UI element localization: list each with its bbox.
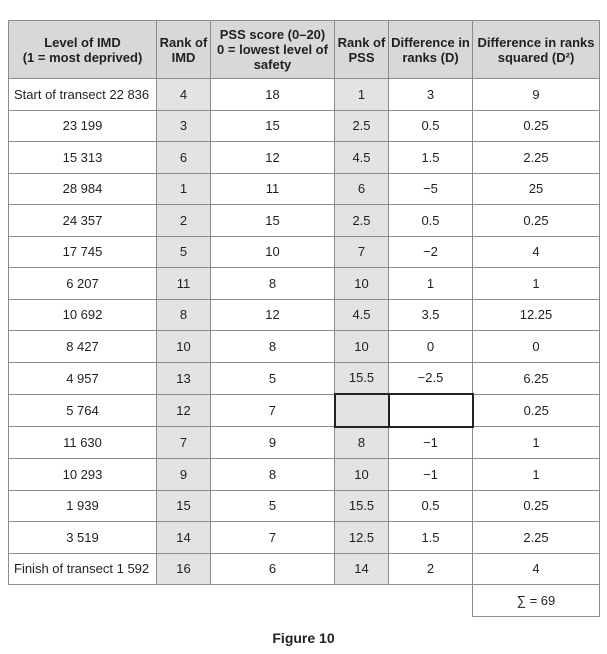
empty-cell xyxy=(157,585,211,617)
rank-pss-cell: 4.5 xyxy=(335,299,389,331)
difference-squared-cell: 6.25 xyxy=(473,362,600,394)
difference-squared-cell: 0 xyxy=(473,331,600,363)
rank-pss-answer-box[interactable] xyxy=(335,394,389,427)
rank-imd-cell: 4 xyxy=(157,79,211,111)
imd-cell: 1 939 xyxy=(9,490,157,522)
pss-cell: 5 xyxy=(211,490,335,522)
difference-cell: 1 xyxy=(389,268,473,300)
imd-cell: 3 519 xyxy=(9,522,157,554)
difference-squared-cell: 0.25 xyxy=(473,394,600,427)
empty-cell xyxy=(9,585,157,617)
imd-cell: 24 357 xyxy=(9,205,157,237)
imd-cell: 10 692 xyxy=(9,299,157,331)
rank-pss-cell: 4.5 xyxy=(335,142,389,174)
pss-cell: 15 xyxy=(211,205,335,237)
pss-cell: 12 xyxy=(211,299,335,331)
difference-squared-cell: 2.25 xyxy=(473,522,600,554)
imd-cell: 5 764 xyxy=(9,394,157,427)
difference-cell: 1.5 xyxy=(389,142,473,174)
imd-cell: 17 745 xyxy=(9,236,157,268)
rank-imd-cell: 14 xyxy=(157,522,211,554)
rank-imd-cell: 1 xyxy=(157,173,211,205)
empty-cell xyxy=(335,585,389,617)
table-row xyxy=(9,459,600,491)
figure-caption: Figure 10 xyxy=(272,630,335,646)
imd-cell: 28 984 xyxy=(9,173,157,205)
header-rank-pss: Rank of PSS xyxy=(335,21,389,79)
rank-pss-cell: 6 xyxy=(335,173,389,205)
table-row xyxy=(9,331,600,363)
difference-squared-cell: 0.25 xyxy=(473,205,600,237)
table-row xyxy=(9,268,600,300)
imd-cell: Start of transect 22 836 xyxy=(9,79,157,111)
table-row xyxy=(9,362,600,394)
imd-cell: 6 207 xyxy=(9,268,157,300)
rank-pss-cell: 1 xyxy=(335,79,389,111)
header-pss: PSS score (0–20) 0 = lowest level of safety xyxy=(211,21,335,79)
difference-cell: 1.5 xyxy=(389,522,473,554)
difference-squared-cell: 1 xyxy=(473,427,600,459)
difference-cell: 0.5 xyxy=(389,110,473,142)
rank-imd-cell: 10 xyxy=(157,331,211,363)
rank-imd-cell: 7 xyxy=(157,427,211,459)
rank-imd-cell: 3 xyxy=(157,110,211,142)
rank-imd-cell: 12 xyxy=(157,394,211,427)
difference-cell: 0.5 xyxy=(389,205,473,237)
rank-imd-cell: 13 xyxy=(157,362,211,394)
imd-cell: 23 199 xyxy=(9,110,157,142)
header-rank-imd: Rank of IMD xyxy=(157,21,211,79)
rank-imd-cell: 5 xyxy=(157,236,211,268)
pss-cell: 11 xyxy=(211,173,335,205)
difference-cell: 2 xyxy=(389,553,473,585)
header-difference-squared: Difference in ranks squared (D²) xyxy=(473,21,600,79)
difference-squared-cell: 12.25 xyxy=(473,299,600,331)
pss-cell: 6 xyxy=(211,553,335,585)
difference-cell: −1 xyxy=(389,427,473,459)
table-row xyxy=(9,490,600,522)
table-row xyxy=(9,427,600,459)
rank-imd-cell: 16 xyxy=(157,553,211,585)
difference-cell: −2 xyxy=(389,236,473,268)
table-row xyxy=(9,299,600,331)
imd-cell: 11 630 xyxy=(9,427,157,459)
difference-squared-cell: 1 xyxy=(473,459,600,491)
table-row xyxy=(9,110,600,142)
rank-pss-cell: 14 xyxy=(335,553,389,585)
difference-cell: 3 xyxy=(389,79,473,111)
rank-pss-cell: 7 xyxy=(335,236,389,268)
imd-cell: Finish of transect 1 592 xyxy=(9,553,157,585)
pss-cell: 7 xyxy=(211,394,335,427)
table-row xyxy=(9,236,600,268)
table-row xyxy=(9,553,600,585)
spearman-rank-table xyxy=(8,20,600,617)
difference-squared-cell: 9 xyxy=(473,79,600,111)
rank-pss-cell: 8 xyxy=(335,427,389,459)
rank-pss-cell: 12.5 xyxy=(335,522,389,554)
rank-pss-cell: 10 xyxy=(335,459,389,491)
difference-squared-cell: 1 xyxy=(473,268,600,300)
table-row xyxy=(9,522,600,554)
table-row xyxy=(9,79,600,111)
difference-squared-cell: 2.25 xyxy=(473,142,600,174)
rank-pss-cell: 10 xyxy=(335,331,389,363)
table-row xyxy=(9,394,600,427)
difference-cell: 3.5 xyxy=(389,299,473,331)
rank-pss-cell: 2.5 xyxy=(335,205,389,237)
rank-imd-cell: 9 xyxy=(157,459,211,491)
table-row xyxy=(9,205,600,237)
rank-imd-cell: 8 xyxy=(157,299,211,331)
difference-squared-cell: 25 xyxy=(473,173,600,205)
page-corner-mark xyxy=(560,0,590,4)
difference-cell: 0.5 xyxy=(389,490,473,522)
empty-cell xyxy=(211,585,335,617)
difference-cell: −2.5 xyxy=(389,362,473,394)
header-row xyxy=(9,21,600,79)
rank-pss-cell: 2.5 xyxy=(335,110,389,142)
pss-cell: 12 xyxy=(211,142,335,174)
header-difference: Difference in ranks (D) xyxy=(389,21,473,79)
pss-cell: 8 xyxy=(211,331,335,363)
imd-cell: 4 957 xyxy=(9,362,157,394)
rank-pss-cell: 10 xyxy=(335,268,389,300)
empty-cell xyxy=(389,585,473,617)
difference-squared-cell: 4 xyxy=(473,553,600,585)
pss-cell: 15 xyxy=(211,110,335,142)
imd-cell: 8 427 xyxy=(9,331,157,363)
pss-cell: 7 xyxy=(211,522,335,554)
pss-cell: 5 xyxy=(211,362,335,394)
difference-squared-cell: 0.25 xyxy=(473,490,600,522)
difference-squared-cell: 4 xyxy=(473,236,600,268)
rank-imd-cell: 15 xyxy=(157,490,211,522)
rank-imd-cell: 11 xyxy=(157,268,211,300)
sum-row xyxy=(9,585,600,617)
sum-cell: ∑ = 69 xyxy=(473,585,600,617)
pss-cell: 8 xyxy=(211,268,335,300)
pss-cell: 10 xyxy=(211,236,335,268)
difference-answer-box[interactable] xyxy=(389,394,473,427)
rank-pss-cell: 15.5 xyxy=(335,362,389,394)
header-imd: Level of IMD (1 = most deprived) xyxy=(9,21,157,79)
table-row xyxy=(9,173,600,205)
imd-cell: 10 293 xyxy=(9,459,157,491)
difference-squared-cell: 0.25 xyxy=(473,110,600,142)
pss-cell: 8 xyxy=(211,459,335,491)
difference-cell: −5 xyxy=(389,173,473,205)
table-row xyxy=(9,142,600,174)
difference-cell: −1 xyxy=(389,459,473,491)
pss-cell: 9 xyxy=(211,427,335,459)
imd-cell: 15 313 xyxy=(9,142,157,174)
rank-imd-cell: 2 xyxy=(157,205,211,237)
rank-pss-cell: 15.5 xyxy=(335,490,389,522)
rank-imd-cell: 6 xyxy=(157,142,211,174)
pss-cell: 18 xyxy=(211,79,335,111)
difference-cell: 0 xyxy=(389,331,473,363)
